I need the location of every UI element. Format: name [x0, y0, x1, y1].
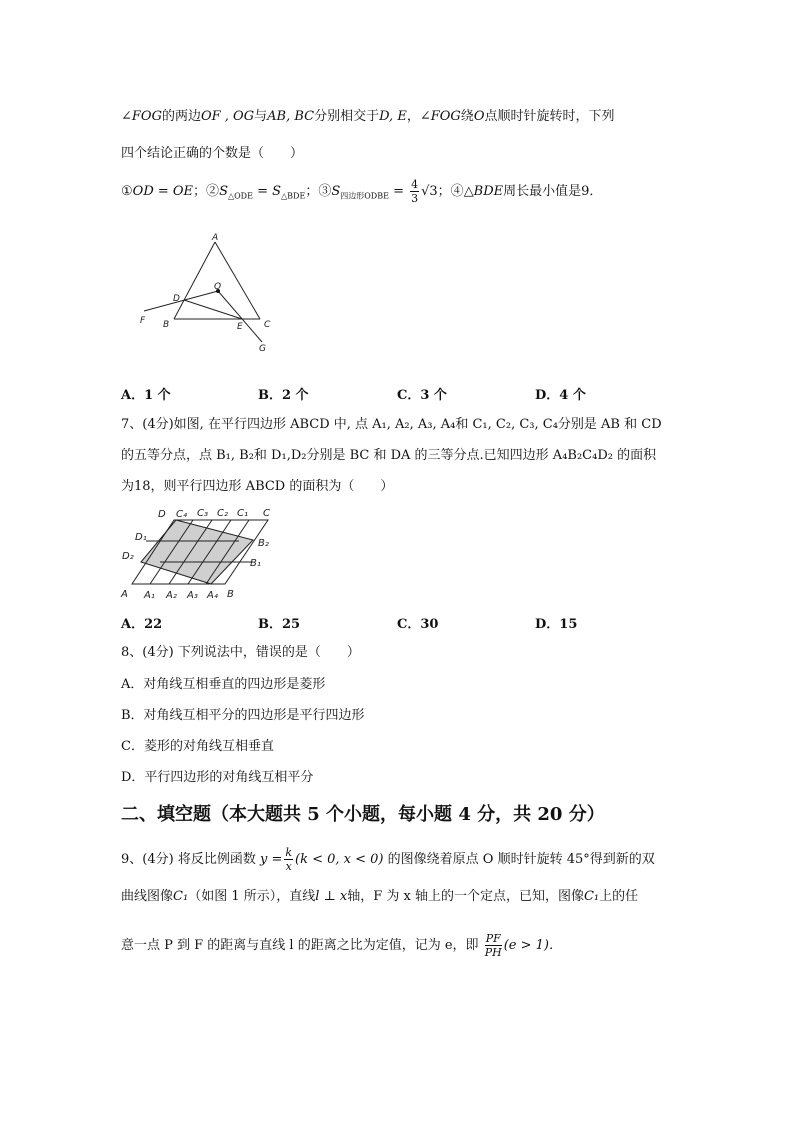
q6-circle-1: ① [121, 184, 133, 199]
q6-line1 [121, 108, 615, 126]
q9-text: 的图像绕着原点 O 顺时针旋转 45°得到新的双 [387, 852, 655, 867]
q7-parallelogram-figure [120, 502, 285, 604]
q7-option-a[interactable]: A．22 [121, 617, 163, 632]
q6-eq3: = [388, 184, 409, 199]
q6-eq2: = S [252, 184, 282, 199]
label-g: G [259, 344, 266, 354]
section-heading: 二、填空题（本大题共 5 个小题，每小题 4 分，共 20 分） [121, 804, 605, 825]
label-a4: A₄ [207, 590, 218, 601]
label-c: C [264, 320, 271, 330]
q9-condition: (e > 1)． [503, 938, 562, 953]
q6-fraction-num: 4 [411, 178, 419, 191]
q6-root: √3 [421, 184, 438, 199]
q6-eq2: S [219, 184, 228, 199]
q9-fraction [284, 846, 293, 873]
q7-line3: 为18，则平行四边形 ABCD 的面积为（ ） [121, 479, 394, 494]
q9-ratio-num: PF [485, 932, 501, 945]
label-c2: C₂ [217, 508, 228, 519]
label-a1: A₁ [144, 590, 155, 601]
q6-sub: 四边形ODBE [340, 191, 389, 201]
label-c: C [263, 508, 270, 519]
label-a2: A₂ [166, 590, 177, 601]
q6-option-b[interactable]: B．2 个 [258, 388, 309, 403]
label-e: E [237, 322, 243, 332]
q6-point-o: O [473, 109, 485, 124]
q6-fraction-den: 3 [411, 192, 419, 205]
q6-sub: △ODE [227, 191, 253, 201]
q6-sep: ；④ [437, 184, 464, 199]
q6-sub: △BDE [281, 191, 306, 201]
q9-function: y = [259, 852, 283, 867]
label-d2: D₂ [122, 551, 134, 562]
q6-triangle: △BDE [463, 184, 504, 199]
q9-text: 曲线图像 [121, 889, 174, 904]
label-c4: C₄ [176, 509, 187, 520]
q9-condition: (k < 0, x < 0) [295, 852, 384, 867]
q6-option-c[interactable]: C．3 个 [397, 388, 447, 403]
label-a3: A₃ [187, 590, 198, 601]
q9-text: 9、(4分) 将反比例函数 [121, 852, 256, 867]
segment-ab [174, 242, 215, 319]
q6-option-a[interactable]: A．1 个 [121, 388, 171, 403]
label-d: D [158, 509, 166, 520]
segment-de [184, 300, 242, 319]
q7-option-d[interactable]: D．15 [535, 617, 578, 632]
q9-text: 轴，F 为 x 轴上的一个定点，已知，图像 [347, 889, 584, 904]
q6-text: 分别相交于 [314, 109, 380, 124]
q9-line3 [121, 932, 562, 959]
label-b: B [163, 320, 170, 330]
q8-option-a[interactable]: A．对角线互相垂直的四边形是菱形 [121, 677, 326, 692]
q9-text: 意一点 P 到 F 的距离与直线 l 的距离之比为定值，记为 e，即 [121, 938, 479, 953]
label-d1: D₁ [135, 532, 147, 543]
q6-lines: AB, BC [267, 109, 315, 124]
q6-sep: ；③ [305, 184, 332, 199]
q9-perp: l ⊥ x [315, 889, 348, 904]
q6-eq3: S [331, 184, 341, 199]
label-f: F [140, 316, 146, 326]
q9-line2 [121, 888, 638, 906]
label-b1: B₁ [250, 558, 261, 569]
q6-text: 与 [254, 109, 268, 124]
q9-fraction-num: k [285, 846, 293, 859]
label-b: B [227, 589, 234, 600]
label-c1: C₁ [237, 508, 248, 519]
q6-text: 的两边 [161, 109, 201, 124]
q9-ratio [485, 932, 502, 959]
q6-line3 [121, 178, 602, 206]
label-a: A [121, 589, 128, 600]
label-a: A [212, 233, 219, 243]
q6-option-d[interactable]: D．4 个 [535, 388, 586, 403]
label-b2: B₂ [258, 538, 269, 549]
q9-text: 上的任 [599, 889, 639, 904]
q7-option-c[interactable]: C．30 [397, 617, 439, 632]
q8-option-b[interactable]: B．对角线互相平分的四边形是平行四边形 [121, 708, 365, 723]
ray-og [218, 291, 262, 342]
q9-text: （如图 1 所示），直线 [188, 889, 316, 904]
q8-option-d[interactable]: D．平行四边形的对角线互相平分 [121, 770, 314, 785]
q6-triangle-figure [130, 228, 280, 358]
q6-angle: ∠FOG [419, 109, 461, 124]
q6-text: 绕 [460, 109, 474, 124]
q6-text: ， [406, 109, 420, 124]
label-c3: C₃ [197, 508, 208, 519]
shaded-quadrilateral [141, 520, 253, 584]
q9-fraction-den: x [285, 860, 292, 873]
q6-line2: 四个结论正确的个数是（ ） [121, 146, 304, 161]
label-o: O [214, 282, 222, 292]
q8-stem: 8、(4分) 下列说法中，错误的是（ ） [121, 645, 360, 660]
segment-ac [215, 242, 260, 319]
q6-text: 点顺时针旋转时，下列 [484, 109, 615, 124]
q6-points: D, E [379, 109, 407, 124]
label-d: D [173, 294, 180, 304]
q6-eq1: OD = OE [132, 184, 194, 199]
q6-sides: OF , OG [200, 109, 255, 124]
q9-ratio-den: PH [484, 946, 502, 959]
q9-line1 [121, 846, 655, 873]
q6-sep: ；② [193, 184, 220, 199]
q7-line2: 的五等分点，点 B₁, B₂和 D₁,D₂分别是 BC 和 DA 的三等分点.已知四边形 A₄B₂C₄D₂ 的面积 [121, 448, 657, 463]
q9-c1: C₁ [173, 889, 189, 904]
q6-fraction [410, 178, 419, 205]
q7-line1: 7、(4分)如图, 在平行四边形 ABCD 中, 点 A₁, A₂, A₃, A₄和 C₁, C₂, C₃, C₄分别是 AB 和 CD [121, 417, 662, 432]
q9-c1: C₁ [583, 889, 600, 904]
q6-angle: ∠FOG [121, 109, 162, 124]
q7-option-b[interactable]: B．25 [258, 617, 301, 632]
q6-text: 周长最小值是9． [503, 184, 603, 199]
q8-option-c[interactable]: C．菱形的对角线互相垂直 [121, 739, 274, 754]
